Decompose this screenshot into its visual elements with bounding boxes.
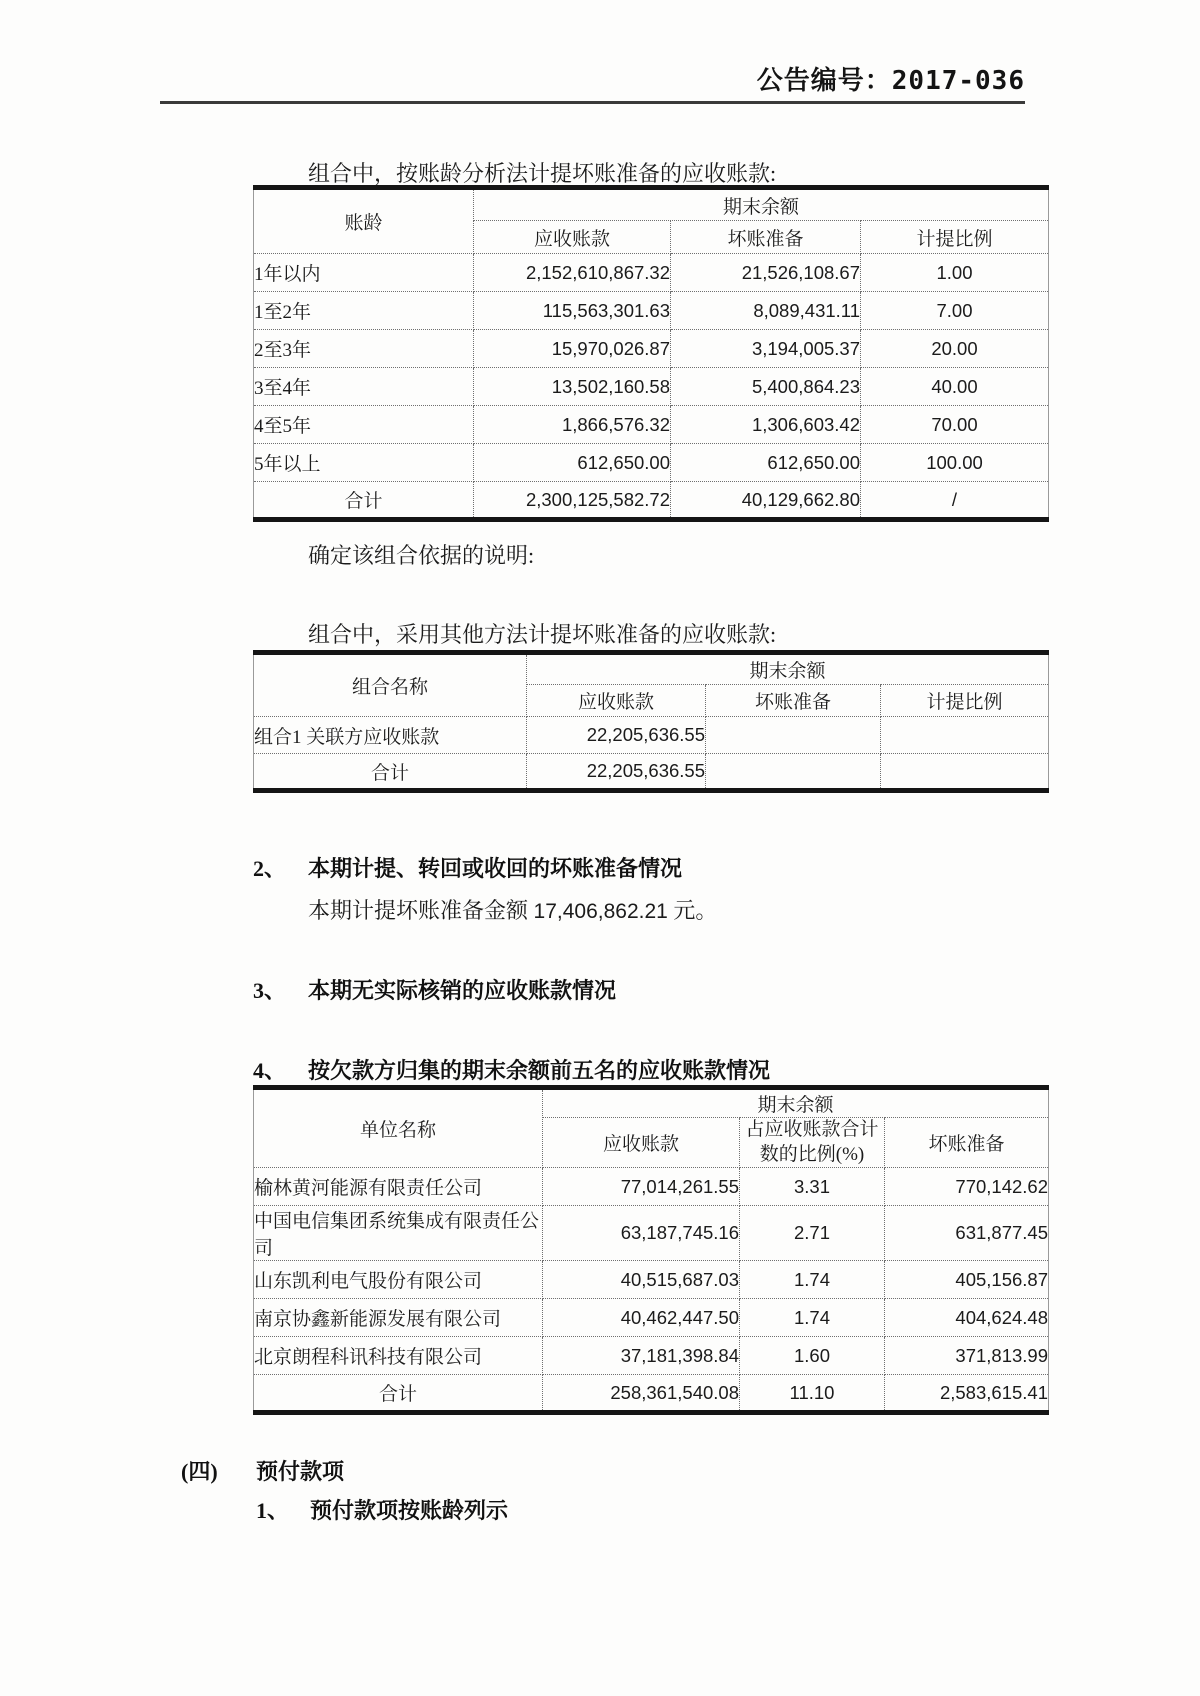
table-cell: 组合1 关联方应收账款 [254,717,527,754]
column-header: 坏账准备 [671,221,861,254]
table-row [254,1261,1049,1299]
column-header: 坏账准备 [885,1118,1049,1168]
section-2-body [308,894,717,925]
table-cell: 40,515,687.03 [543,1261,740,1299]
column-header: 单位名称 [254,1088,543,1168]
table-cell: 山东凯利电气股份有限公司 [254,1261,543,1299]
table-row [254,1337,1049,1375]
table-cell: 770,142.62 [885,1168,1049,1206]
table-cell: 21,526,108.67 [671,254,861,292]
body-text: 元。 [667,898,718,923]
table-cell: 77,014,261.55 [543,1168,740,1206]
aging-analysis-table [253,185,1049,522]
table-cell: 1.74 [740,1299,885,1337]
table-cell: 南京协鑫新能源发展有限公司 [254,1299,543,1337]
table-total-row [254,754,1049,791]
table-row [254,1168,1049,1206]
table-cell: 2至3年 [254,330,474,368]
table-cell: 37,181,398.84 [543,1337,740,1375]
table-cell: 258,361,540.08 [543,1375,740,1413]
table-row [254,368,1049,406]
table-cell: 1至2年 [254,292,474,330]
table-cell: 612,650.00 [671,444,861,482]
table-cell: 115,563,301.63 [474,292,671,330]
column-header: 账龄 [254,188,474,254]
table-cell: 631,877.45 [885,1206,1049,1261]
table-cell [881,754,1049,791]
table-cell: / [861,482,1049,520]
table-row [254,1299,1049,1337]
other-method-intro-paragraph: 组合中，采用其他方法计提坏账准备的应收账款: [308,622,777,647]
header-rule [160,101,1025,104]
other-method-table [253,650,1049,793]
table-cell: 合计 [254,754,527,791]
column-header: 应收账款 [543,1118,740,1168]
table-cell: 11.10 [740,1375,885,1413]
provision-amount: 17,406,862.21 [533,900,668,923]
table-cell: 7.00 [861,292,1049,330]
table-total-row [254,1375,1049,1413]
table-cell [706,754,881,791]
section-number: 2、 [253,856,287,881]
table-header-row [254,188,1049,221]
table-cell: 合计 [254,482,474,520]
top-five-debtors-table [253,1085,1049,1415]
table-cell: 2,152,610,867.32 [474,254,671,292]
table-header-row [254,653,1049,685]
aging-intro-paragraph: 组合中，按账龄分析法计提坏账准备的应收账款: [308,161,777,186]
table-row [254,254,1049,292]
table-row [254,330,1049,368]
table-cell: 22,205,636.55 [527,754,706,791]
column-header: 应收账款 [527,685,706,717]
section-2-heading [253,852,682,883]
table-cell: 3,194,005.37 [671,330,861,368]
table-cell: 371,813.99 [885,1337,1049,1375]
table-cell: 1.60 [740,1337,885,1375]
table-cell: 北京朗程科讯科技有限公司 [254,1337,543,1375]
table-cell: 合计 [254,1375,543,1413]
section-number: 1、 [256,1498,290,1523]
section-title: 预付款项 [256,1459,345,1484]
table-row [254,444,1049,482]
table-cell: 5年以上 [254,444,474,482]
table-cell: 5,400,864.23 [671,368,861,406]
table-cell: 2.71 [740,1206,885,1261]
section-title: 按欠款方归集的期末余额前五名的应收账款情况 [308,1058,771,1083]
column-header: 占应收账款合计数的比例(%) [740,1118,885,1168]
section-number: (四) [181,1459,218,1484]
table-row [254,406,1049,444]
section-title: 本期计提、转回或收回的坏账准备情况 [308,856,683,881]
table-cell: 20.00 [861,330,1049,368]
table-cell: 63,187,745.16 [543,1206,740,1261]
column-header: 应收账款 [474,221,671,254]
table-cell: 中国电信集团系统集成有限责任公司 [254,1206,543,1261]
column-header: 计提比例 [881,685,1049,717]
column-header: 计提比例 [861,221,1049,254]
column-header-span: 期末余额 [543,1088,1049,1118]
table-cell [881,717,1049,754]
section-number: 3、 [253,978,287,1003]
table-cell: 1.74 [740,1261,885,1299]
section-4cn-heading [181,1455,344,1486]
table-cell: 榆林黄河能源有限责任公司 [254,1168,543,1206]
table-cell: 404,624.48 [885,1299,1049,1337]
table-cell: 2,300,125,582.72 [474,482,671,520]
column-header-span: 期末余额 [474,188,1049,221]
section-number: 4、 [253,1058,287,1083]
table-cell: 2,583,615.41 [885,1375,1049,1413]
table-cell: 22,205,636.55 [527,717,706,754]
table-cell: 1年以内 [254,254,474,292]
table-cell: 3至4年 [254,368,474,406]
table-cell: 1,866,576.32 [474,406,671,444]
table-row [254,292,1049,330]
table-row [254,717,1049,754]
table-cell: 1.00 [861,254,1049,292]
table-cell: 1,306,603.42 [671,406,861,444]
section-4cn-sub1-heading [256,1494,508,1525]
table-header-row [254,1088,1049,1118]
table-cell: 612,650.00 [474,444,671,482]
table-cell: 405,156.87 [885,1261,1049,1299]
basis-note-paragraph: 确定该组合依据的说明: [308,543,535,568]
section-3-heading [253,974,616,1005]
table-row [254,1206,1049,1261]
body-text: 本期计提坏账准备金额 [308,898,534,923]
table-cell: 4至5年 [254,406,474,444]
table-cell: 8,089,431.11 [671,292,861,330]
section-4-heading [253,1054,770,1085]
table-cell [706,717,881,754]
table-cell: 100.00 [861,444,1049,482]
column-header-span: 期末余额 [527,653,1049,685]
table-cell: 40.00 [861,368,1049,406]
table-cell: 40,129,662.80 [671,482,861,520]
table-total-row [254,482,1049,520]
doc-number: 公告编号：2017-036 [756,66,1025,96]
table-cell: 70.00 [861,406,1049,444]
section-title: 本期无实际核销的应收账款情况 [308,978,617,1003]
table-cell: 15,970,026.87 [474,330,671,368]
table-cell: 13,502,160.58 [474,368,671,406]
column-header: 坏账准备 [706,685,881,717]
table-cell: 40,462,447.50 [543,1299,740,1337]
column-header: 组合名称 [254,653,527,717]
section-title: 预付款项按账龄列示 [310,1498,509,1523]
table-cell: 3.31 [740,1168,885,1206]
